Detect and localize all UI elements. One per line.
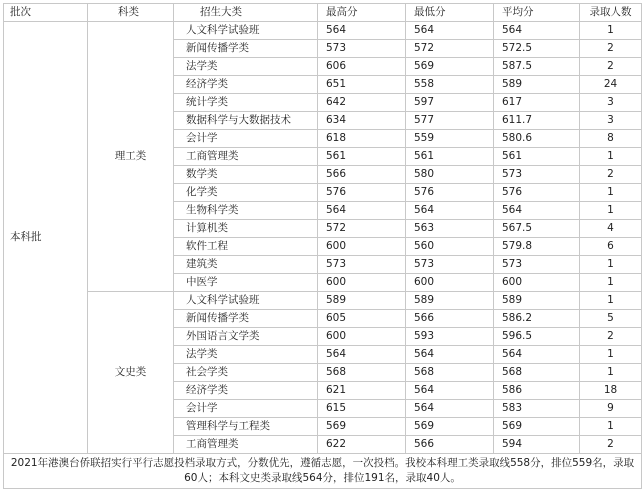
min-score-cell: 566 bbox=[406, 310, 494, 328]
table-header-row bbox=[4, 4, 642, 22]
major-cell: 工商管理类 bbox=[174, 436, 318, 454]
max-score-cell: 606 bbox=[318, 58, 406, 76]
major-cell: 会计学 bbox=[174, 130, 318, 148]
min-score-cell: 580 bbox=[406, 166, 494, 184]
major-cell: 管理科学与工程类 bbox=[174, 418, 318, 436]
admitted-count-cell: 5 bbox=[580, 310, 642, 328]
min-score-cell: 564 bbox=[406, 346, 494, 364]
avg-score-cell: 589 bbox=[494, 76, 580, 94]
min-score-cell: 597 bbox=[406, 94, 494, 112]
max-score-cell: 589 bbox=[318, 292, 406, 310]
admitted-count-cell: 1 bbox=[580, 292, 642, 310]
admitted-count-cell: 1 bbox=[580, 418, 642, 436]
avg-score-cell: 561 bbox=[494, 148, 580, 166]
admission-scores-table bbox=[3, 3, 642, 489]
header-min-score: 最低分 bbox=[406, 4, 494, 22]
admitted-count-cell: 2 bbox=[580, 166, 642, 184]
major-cell: 人文科学试验班 bbox=[174, 292, 318, 310]
min-score-cell: 568 bbox=[406, 364, 494, 382]
admitted-count-cell: 9 bbox=[580, 400, 642, 418]
max-score-cell: 622 bbox=[318, 436, 406, 454]
max-score-cell: 566 bbox=[318, 166, 406, 184]
min-score-cell: 559 bbox=[406, 130, 494, 148]
major-cell: 法学类 bbox=[174, 346, 318, 364]
max-score-cell: 561 bbox=[318, 148, 406, 166]
max-score-cell: 621 bbox=[318, 382, 406, 400]
avg-score-cell: 572.5 bbox=[494, 40, 580, 58]
min-score-cell: 572 bbox=[406, 40, 494, 58]
header-major: 招生大类 bbox=[174, 4, 318, 22]
batch-cell: 本科批 bbox=[4, 22, 88, 454]
category-cell: 理工类 bbox=[88, 22, 174, 292]
major-cell: 中医学 bbox=[174, 274, 318, 292]
major-cell: 工商管理类 bbox=[174, 148, 318, 166]
avg-score-cell: 564 bbox=[494, 346, 580, 364]
min-score-cell: 577 bbox=[406, 112, 494, 130]
max-score-cell: 600 bbox=[318, 328, 406, 346]
major-cell: 数学类 bbox=[174, 166, 318, 184]
major-cell: 法学类 bbox=[174, 58, 318, 76]
avg-score-cell: 568 bbox=[494, 364, 580, 382]
avg-score-cell: 583 bbox=[494, 400, 580, 418]
avg-score-cell: 564 bbox=[494, 202, 580, 220]
major-cell: 人文科学试验班 bbox=[174, 22, 318, 40]
avg-score-cell: 586 bbox=[494, 382, 580, 400]
min-score-cell: 589 bbox=[406, 292, 494, 310]
admitted-count-cell: 6 bbox=[580, 238, 642, 256]
min-score-cell: 563 bbox=[406, 220, 494, 238]
admitted-count-cell: 1 bbox=[580, 364, 642, 382]
footnote: 2021年港澳台侨联招实行平行志愿投档录取方式，分数优先，遵循志愿，一次投档。我校本科理工类录取线558分，排位559名，录取60人；本科文史类录取线564分，排位191名，录取40人。 bbox=[4, 454, 642, 489]
major-cell: 外国语言文学类 bbox=[174, 328, 318, 346]
max-score-cell: 615 bbox=[318, 400, 406, 418]
major-cell: 经济学类 bbox=[174, 76, 318, 94]
table-row bbox=[4, 22, 642, 40]
min-score-cell: 593 bbox=[406, 328, 494, 346]
header-category: 科类 bbox=[88, 4, 174, 22]
max-score-cell: 605 bbox=[318, 310, 406, 328]
min-score-cell: 573 bbox=[406, 256, 494, 274]
avg-score-cell: 564 bbox=[494, 22, 580, 40]
avg-score-cell: 567.5 bbox=[494, 220, 580, 238]
min-score-cell: 600 bbox=[406, 274, 494, 292]
major-cell: 新闻传播学类 bbox=[174, 40, 318, 58]
min-score-cell: 569 bbox=[406, 58, 494, 76]
avg-score-cell: 596.5 bbox=[494, 328, 580, 346]
major-cell: 会计学 bbox=[174, 400, 318, 418]
avg-score-cell: 580.6 bbox=[494, 130, 580, 148]
avg-score-cell: 611.7 bbox=[494, 112, 580, 130]
admitted-count-cell: 3 bbox=[580, 112, 642, 130]
header-avg-score: 平均分 bbox=[494, 4, 580, 22]
min-score-cell: 564 bbox=[406, 400, 494, 418]
max-score-cell: 569 bbox=[318, 418, 406, 436]
admitted-count-cell: 1 bbox=[580, 202, 642, 220]
admitted-count-cell: 1 bbox=[580, 274, 642, 292]
admitted-count-cell: 2 bbox=[580, 436, 642, 454]
admitted-count-cell: 2 bbox=[580, 328, 642, 346]
min-score-cell: 561 bbox=[406, 148, 494, 166]
admitted-count-cell: 1 bbox=[580, 346, 642, 364]
avg-score-cell: 573 bbox=[494, 166, 580, 184]
min-score-cell: 564 bbox=[406, 202, 494, 220]
max-score-cell: 651 bbox=[318, 76, 406, 94]
admitted-count-cell: 2 bbox=[580, 40, 642, 58]
major-cell: 软件工程 bbox=[174, 238, 318, 256]
major-cell: 社会学类 bbox=[174, 364, 318, 382]
header-admitted-count: 录取人数 bbox=[580, 4, 642, 22]
major-cell: 生物科学类 bbox=[174, 202, 318, 220]
avg-score-cell: 579.8 bbox=[494, 238, 580, 256]
avg-score-cell: 586.2 bbox=[494, 310, 580, 328]
major-cell: 建筑类 bbox=[174, 256, 318, 274]
avg-score-cell: 589 bbox=[494, 292, 580, 310]
footnote-row bbox=[4, 454, 642, 489]
max-score-cell: 642 bbox=[318, 94, 406, 112]
max-score-cell: 564 bbox=[318, 346, 406, 364]
major-cell: 新闻传播学类 bbox=[174, 310, 318, 328]
max-score-cell: 573 bbox=[318, 40, 406, 58]
admitted-count-cell: 1 bbox=[580, 256, 642, 274]
admitted-count-cell: 18 bbox=[580, 382, 642, 400]
avg-score-cell: 600 bbox=[494, 274, 580, 292]
min-score-cell: 566 bbox=[406, 436, 494, 454]
admitted-count-cell: 2 bbox=[580, 58, 642, 76]
min-score-cell: 564 bbox=[406, 382, 494, 400]
avg-score-cell: 569 bbox=[494, 418, 580, 436]
header-batch: 批次 bbox=[4, 4, 88, 22]
max-score-cell: 564 bbox=[318, 22, 406, 40]
max-score-cell: 573 bbox=[318, 256, 406, 274]
min-score-cell: 564 bbox=[406, 22, 494, 40]
avg-score-cell: 587.5 bbox=[494, 58, 580, 76]
admitted-count-cell: 1 bbox=[580, 184, 642, 202]
category-cell: 文史类 bbox=[88, 292, 174, 454]
min-score-cell: 576 bbox=[406, 184, 494, 202]
max-score-cell: 576 bbox=[318, 184, 406, 202]
avg-score-cell: 617 bbox=[494, 94, 580, 112]
admitted-count-cell: 4 bbox=[580, 220, 642, 238]
admitted-count-cell: 1 bbox=[580, 22, 642, 40]
max-score-cell: 572 bbox=[318, 220, 406, 238]
major-cell: 化学类 bbox=[174, 184, 318, 202]
max-score-cell: 600 bbox=[318, 238, 406, 256]
avg-score-cell: 573 bbox=[494, 256, 580, 274]
max-score-cell: 600 bbox=[318, 274, 406, 292]
major-cell: 数据科学与大数据技术 bbox=[174, 112, 318, 130]
major-cell: 计算机类 bbox=[174, 220, 318, 238]
avg-score-cell: 576 bbox=[494, 184, 580, 202]
admitted-count-cell: 24 bbox=[580, 76, 642, 94]
admitted-count-cell: 1 bbox=[580, 148, 642, 166]
table-row bbox=[4, 292, 642, 310]
min-score-cell: 558 bbox=[406, 76, 494, 94]
admitted-count-cell: 8 bbox=[580, 130, 642, 148]
header-max-score: 最高分 bbox=[318, 4, 406, 22]
min-score-cell: 560 bbox=[406, 238, 494, 256]
table-body bbox=[4, 22, 642, 454]
major-cell: 统计学类 bbox=[174, 94, 318, 112]
major-cell: 经济学类 bbox=[174, 382, 318, 400]
avg-score-cell: 594 bbox=[494, 436, 580, 454]
max-score-cell: 568 bbox=[318, 364, 406, 382]
max-score-cell: 564 bbox=[318, 202, 406, 220]
max-score-cell: 618 bbox=[318, 130, 406, 148]
min-score-cell: 569 bbox=[406, 418, 494, 436]
max-score-cell: 634 bbox=[318, 112, 406, 130]
admitted-count-cell: 3 bbox=[580, 94, 642, 112]
